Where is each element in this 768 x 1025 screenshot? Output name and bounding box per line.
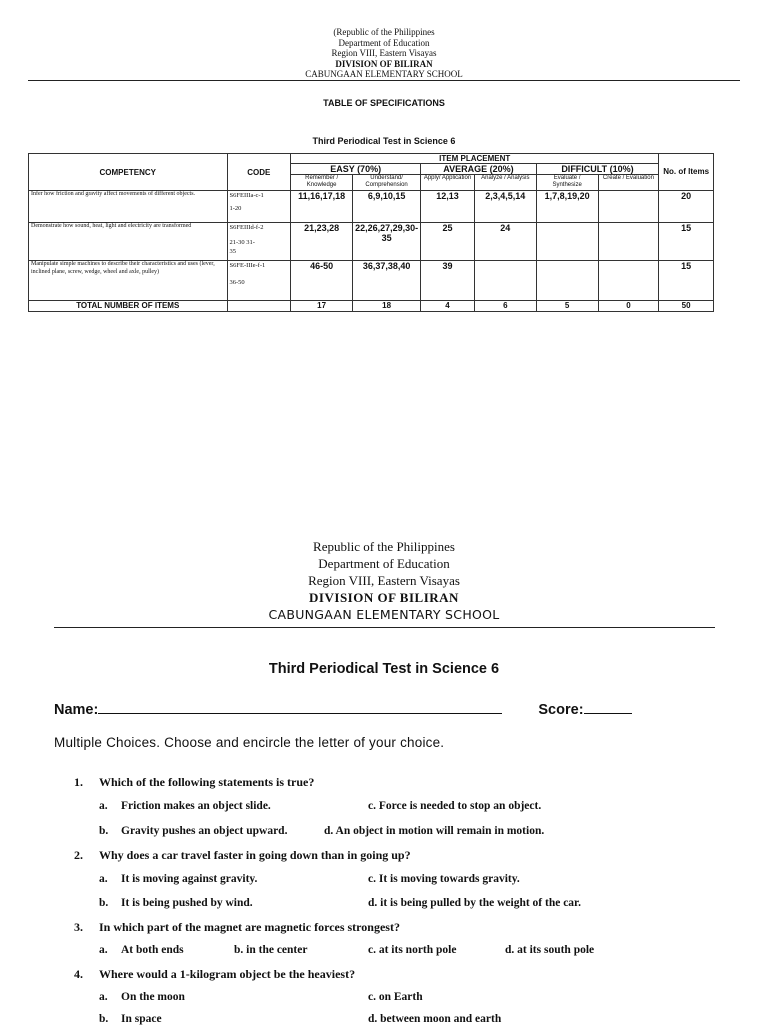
question-3 [74,920,400,935]
cell [474,261,536,301]
total-cell: 18 [353,301,421,312]
choice-b[interactable]: b. In space [99,1013,162,1025]
cell [598,223,659,261]
header-easy: EASY (70%) [291,164,421,175]
cell: 24 [474,223,536,261]
total-cell: 5 [536,301,598,312]
header-item-placement: ITEM PLACEMENT [291,154,659,164]
table-row [29,191,714,223]
items-cell: 15 [659,223,714,261]
header-competency: COMPETENCY [29,154,228,191]
competency-cell: Demonstrate how sound, heat, light and electricity are transformed [29,223,228,261]
choice-b[interactable]: b. in the center [234,944,308,956]
items-cell: 15 [659,261,714,301]
choice-b[interactable]: b. It is being pushed by wind. [99,897,253,909]
code-cell [227,261,291,301]
question-text: Which of the following statements is true? [99,775,315,789]
total-label: TOTAL NUMBER OF ITEMS [29,301,228,312]
cell [536,223,598,261]
sub-understand: Understand/ Comprehension [353,175,421,191]
question-1 [74,775,314,790]
specifications-table [28,153,714,312]
choice-d[interactable]: d. An object in motion will remain in motion. [324,825,545,837]
code-range: 1-20 [229,205,242,212]
division-line: DIVISION OF BILIRAN [335,58,433,69]
question-number: 4. [74,967,83,981]
cell: 1,7,8,19,20 [536,191,598,223]
table-row [29,261,714,301]
cell: 6,9,10,15 [353,191,421,223]
department-line: Department of Education [338,37,430,48]
name-field[interactable] [98,699,502,714]
items-cell: 20 [659,191,714,223]
choice-c[interactable]: c. on Earth [368,991,423,1003]
choice-c[interactable]: c. It is moving towards gravity. [368,873,520,885]
test-header [0,538,768,623]
choice-a[interactable]: a. It is moving against gravity. [99,873,258,885]
score-field[interactable] [584,699,632,714]
name-score-row [54,699,714,718]
sub-remember: Remember / Knowledge [291,175,353,191]
republic-line: (Republic of the Philippines [333,27,435,37]
question-number: 1. [74,775,83,789]
code-value: S6FEIIId-f-2 [229,224,264,231]
cell [536,261,598,301]
division-line: DIVISION OF BILIRAN [309,590,459,605]
instructions: Multiple Choices. Choose and encircle the letter of your choice. [54,735,445,750]
table-row [29,223,714,261]
sub-analyze: Analyze / Analysis [474,175,536,191]
question-number: 3. [74,920,83,934]
total-cell: 17 [291,301,353,312]
choice-d[interactable]: d. between moon and earth [368,1013,502,1025]
cell [598,261,659,301]
tos-title: TABLE OF SPECIFICATIONS [323,98,445,108]
total-cell: 6 [474,301,536,312]
school-line: CABUNGAAN ELEMENTARY SCHOOL [268,607,500,622]
region-line: Region VIII, Eastern Visayas [308,573,460,588]
choice-c[interactable]: c. Force is needed to stop an object. [368,800,542,812]
competency-cell: Infer how friction and gravity affect movements of different objects. [29,191,228,223]
header-no-of-items: No. of Items [659,154,714,191]
header-difficult: DIFFICULT (10%) [536,164,659,175]
tos-test-title: Third Periodical Test in Science 6 [312,136,456,146]
department-line: Department of Education [318,556,450,571]
name-label: Name: [54,702,99,718]
question-text: In which part of the magnet are magnetic forces strongest? [99,920,400,934]
score-label: Score: [538,702,584,718]
code-cell [227,191,291,223]
choice-d[interactable]: d. at its south pole [505,944,595,956]
choice-b[interactable]: b. Gravity pushes an object upward. [99,825,288,837]
cell: 21,23,28 [291,223,353,261]
code-value: S6FE-IIIe-f-1 [229,262,266,269]
cell: 11,16,17,18 [291,191,353,223]
total-cell: 0 [598,301,659,312]
total-cell: 4 [421,301,475,312]
test-header-divider [54,627,715,628]
header-code: CODE [227,154,291,191]
cell: 2,3,4,5,14 [474,191,536,223]
choice-a[interactable]: a. On the moon [99,991,185,1003]
cell: 36,37,38,40 [353,261,421,301]
question-2 [74,848,411,863]
code-range: 21-30 31-35 [229,239,255,255]
header-divider [28,80,740,81]
question-number: 2. [74,848,83,862]
choice-a[interactable]: a. At both ends [99,944,184,956]
school-line: CABUNGAAN ELEMENTARY SCHOOL [305,69,463,79]
sub-evaluate: Evaluate / Synthesize [536,175,598,191]
sub-create: Create / Evaluation [598,175,659,191]
cell: 12,13 [421,191,475,223]
total-row [29,301,714,312]
cell: 39 [421,261,475,301]
choice-d[interactable]: d. it is being pulled by the weight of the car. [368,897,581,909]
test-title: Third Periodical Test in Science 6 [268,661,500,677]
sub-apply: Apply/ Application [421,175,475,191]
region-line: Region VIII, Eastern Visayas [331,48,437,58]
cell: 25 [421,223,475,261]
republic-line: Republic of the Philippines [313,539,455,554]
cell: 46-50 [291,261,353,301]
code-range: 36-50 [229,279,245,286]
question-4 [74,967,355,982]
cell [227,301,291,312]
choice-a[interactable]: a. Friction makes an object slide. [99,800,271,812]
total-cell: 50 [659,301,714,312]
choice-c[interactable]: c. at its north pole [368,944,457,956]
code-value: S6FEIIIa-c-1 [229,192,264,199]
code-cell [227,223,291,261]
header-average: AVERAGE (20%) [421,164,537,175]
top-header [0,27,768,80]
question-text: Where would a 1-kilogram object be the heaviest? [99,967,356,981]
cell: 22,26,27,29,30-35 [353,223,421,261]
cell [598,191,659,223]
competency-cell: Manipulate simple machines to describe their characteristics and uses (lever, inclined plane, screw, wedge, wheel and axle, pulley) [29,261,228,301]
question-text: Why does a car travel faster in going down than in going up? [99,848,411,862]
